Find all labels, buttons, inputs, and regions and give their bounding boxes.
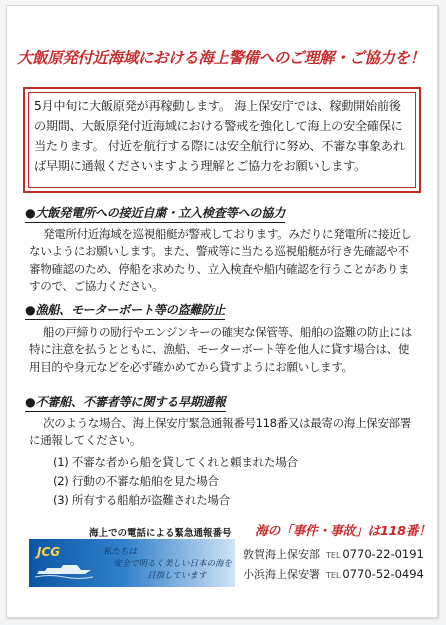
office-name: 小浜海上保安署 bbox=[243, 568, 320, 581]
jcg-banner bbox=[29, 539, 235, 587]
list-item: (3) 所有する船舶が盗難された場合 bbox=[53, 493, 231, 507]
list-item: (1) 不審な者から船を貸してくれと頼まれた場合 bbox=[53, 455, 298, 469]
office-obama bbox=[243, 566, 443, 582]
banner-slogan-line3: 目指しています bbox=[147, 571, 207, 581]
section-heading-text: ●大飯発電所への接近自粛・立入検査等への協力 bbox=[25, 204, 285, 223]
section-body-report: 次のような場合、海上保安庁緊急通報番号118番又は最寄の海上保安部署に通報してください。 bbox=[29, 416, 411, 448]
office-name: 敦賀海上保安部 bbox=[243, 548, 320, 561]
section-body-theft: 船の戸締りの励行やエンジンキーの確実な保管等、船舶の盗難の防止には特に注意を払うとともに、漁船、モーターボート等を他人に貸す場合は、使用目的や身元などを必ず確かめてから貸すようにお願いします。 bbox=[29, 325, 412, 374]
banner-slogan-line1: 私たちは bbox=[103, 547, 138, 557]
section-heading-report bbox=[25, 393, 405, 412]
office-tsuruga bbox=[243, 546, 443, 562]
section-heading-theft bbox=[25, 301, 405, 320]
tel-label: TEL bbox=[326, 571, 341, 580]
flyer-title: 大飯原発付近海域における海上警備へのご理解・ご協力を！ bbox=[17, 49, 425, 67]
section-heading-text: ●不審船、不審者等に関する早期通報 bbox=[25, 393, 226, 412]
hotline-118: 海の「事件・事故」は118番！ bbox=[255, 524, 431, 539]
flyer-page bbox=[6, 5, 438, 618]
section-heading-approach bbox=[25, 204, 405, 223]
patrol-ship-icon bbox=[35, 561, 93, 581]
tel-label: TEL bbox=[326, 551, 341, 560]
section-body-approach: 発電所付近海域を巡視船艇が警戒しております。みだりに発電所に接近しないようにお願いします。また、警戒等に当たる巡視船艇が行き先確認や不審物確認のため、停船を求めたり、立入検査や船内確認を行うことがありますので、ご協力ください。 bbox=[29, 227, 412, 294]
office-phone: 0770-22-0191 bbox=[342, 547, 424, 561]
notice-text: 5月中旬に大飯原発が再稼動します。 海上保安庁では、稼動開始前後の期間、大飯原発付近海域における警戒を強化して海上の安全確保に当たります。 付近を航行する際には安全航行に努め、不審な事象あれば早期に通報くださいますよう理解とご協力をお願いします。 bbox=[34, 99, 405, 173]
section-heading-text: ●漁船、モーターボート等の盗難防止 bbox=[25, 301, 225, 320]
jcg-logo: JCG bbox=[37, 545, 61, 559]
list-item: (2) 行動の不審な船舶を見た場合 bbox=[53, 474, 219, 488]
banner-slogan-line2: 安全で明るく美しい日本の海を bbox=[113, 559, 233, 569]
office-phone: 0770-52-0494 bbox=[342, 567, 424, 581]
notice-box bbox=[23, 87, 421, 193]
emergency-phone-label: 海上での電話による緊急通報番号 bbox=[89, 528, 232, 539]
